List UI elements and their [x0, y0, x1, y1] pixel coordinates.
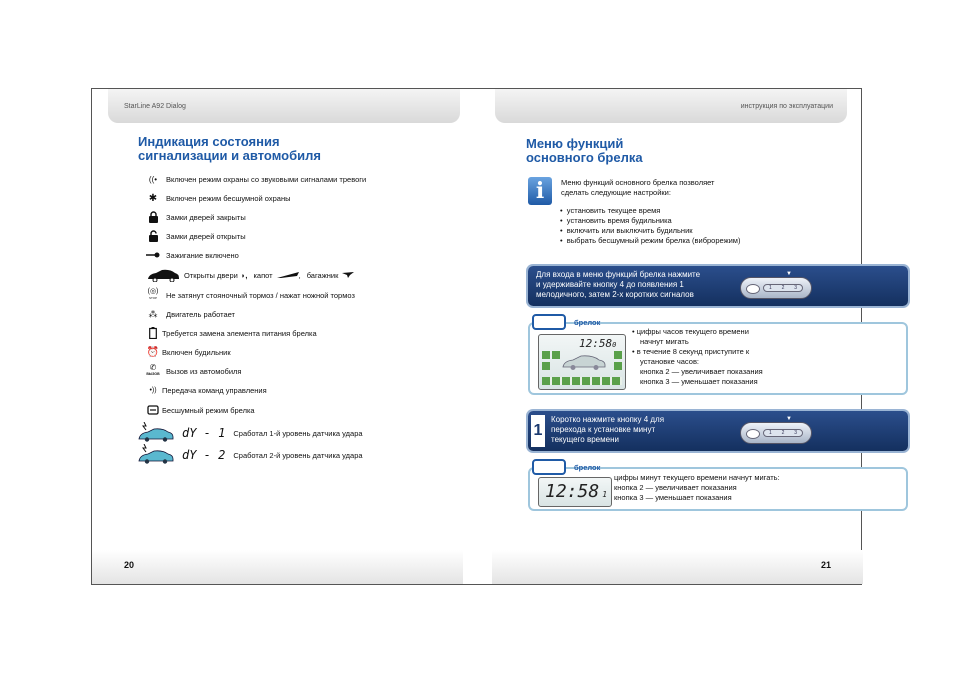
silent-fob-icon — [146, 403, 160, 417]
battery-icon — [146, 326, 160, 340]
lcd-icon-row — [542, 377, 622, 385]
list-item — [146, 306, 235, 322]
call-icon-caption: ВЫЗОВ — [146, 372, 160, 376]
fob-label-tag — [532, 459, 600, 475]
lcd-segment-icon — [542, 351, 550, 359]
fob-lens-icon — [746, 284, 760, 294]
right-page-title — [526, 137, 643, 165]
item-label: Открыты двери — [184, 270, 238, 280]
engine-running-icon: ⁂ — [148, 308, 158, 319]
sound-alarm-icon: ((• — [148, 174, 158, 184]
panel1-bullet2-line4: кнопка 3 — уменьшает показания — [640, 377, 758, 386]
lcd-screen — [538, 334, 626, 390]
fob-button-2: 2 — [781, 285, 785, 291]
lcd-time-seconds: 0 — [612, 341, 617, 349]
list-item: • включить или выключить будильник — [560, 226, 693, 235]
fob-outline-icon — [532, 459, 566, 475]
lcd-time-seconds: 1 — [602, 490, 608, 499]
panel1-bullet2-line3: кнопка 2 — увеличивает показания — [640, 367, 763, 376]
list-item: • цифры часов текущего времени — [632, 327, 749, 336]
item-label: Вызов из автомобиля — [166, 366, 242, 376]
fob-display-panel-minutes — [528, 462, 908, 511]
bullet-text: установить время будильника — [566, 216, 672, 225]
panel2-line3: кнопка 3 — уменьшает показания — [614, 493, 732, 502]
page-number-left: 20 — [124, 560, 135, 570]
parking-brake-icon: (◎) STOP — [147, 288, 159, 300]
fob-button-3: 3 — [794, 285, 798, 291]
step-number-badge — [531, 415, 545, 447]
list-item — [138, 445, 363, 465]
list-item: • выбрать бесшумный режим брелка (виброрежим) — [560, 236, 741, 245]
fob-button-2: 2 — [781, 430, 785, 436]
lcd-time-digits: 12:58 — [579, 337, 613, 350]
fob-lens-icon — [746, 429, 760, 439]
lcd-car-icon — [561, 353, 607, 371]
header-manual-title: инструкция по эксплуатации — [740, 103, 833, 110]
item-label: Включен режим бесшумной охраны — [166, 193, 291, 203]
left-title-line2: сигнализации и автомобиля — [138, 148, 321, 163]
list-item — [146, 363, 241, 379]
panel1-bullet2-line1: в течение 8 секунд приступите к — [636, 347, 750, 356]
door-open-icon: ◗, — [240, 270, 248, 280]
ignition-key-icon — [146, 248, 160, 262]
list-item — [146, 228, 246, 244]
fob-illustration — [740, 277, 812, 299]
info-line2: сделать следующие настройки: — [561, 188, 671, 197]
fob-label-tag — [532, 314, 600, 330]
list-item — [146, 344, 231, 360]
lock-closed-icon — [146, 210, 160, 224]
item-label: Замки дверей закрыты — [166, 212, 246, 222]
lcd-screen-minutes — [538, 477, 612, 507]
fob-button-1: 1 — [768, 285, 772, 291]
item-label: Двигатель работает — [166, 309, 235, 319]
lcd-status-icon — [614, 351, 622, 359]
item-label: Сработал 2-й уровень датчика удара — [233, 450, 363, 460]
panel2-text — [614, 473, 780, 503]
fob-button-1: 1 — [768, 430, 772, 436]
lcd-time — [545, 481, 607, 502]
list-item — [146, 325, 317, 341]
item-label: Требуется замена элемента питания брелка — [162, 328, 317, 338]
banner1-line3: мелодичного, затем 2-х коротких сигналов — [536, 290, 694, 299]
info-text — [561, 178, 714, 198]
banner2-line3: текущего времени — [551, 435, 619, 444]
footer-left — [92, 550, 463, 584]
instruction-banner-step-1 — [528, 411, 908, 451]
lcd-status-icon — [542, 362, 550, 370]
hood-open-icon: , — [277, 271, 301, 280]
panel1-bullet1-line1: цифры часов текущего времени — [636, 327, 749, 336]
right-title-line1: Меню функций — [526, 136, 624, 151]
footer-right — [492, 550, 863, 584]
instruction-banner-enter-menu — [528, 266, 908, 306]
bullet-text: выбрать бесшумный режим брелка (виброрежим) — [566, 236, 741, 245]
panel1-bullet1-line2: начнут мигать — [640, 337, 689, 346]
list-item — [146, 190, 290, 206]
item-label: Замки дверей открыты — [166, 231, 246, 241]
item-label: Передача команд управления — [162, 385, 267, 395]
list-item — [146, 209, 246, 225]
item-label: Бесшумный режим брелка — [162, 405, 255, 415]
fob-label: брелок — [574, 317, 601, 327]
banner2-line2: перехода к установке минут — [551, 425, 656, 434]
step-number: 1 — [533, 422, 543, 439]
item-label: Не затянут стояночный тормоз / нажат ножной тормоз — [166, 290, 355, 300]
list-item — [146, 267, 354, 283]
panel1-bullet2-line2: установке часов: — [640, 357, 700, 366]
list-item: • в течение 8 секунд приступите к — [632, 347, 750, 356]
banner1-line1: Для входа в меню функций брелка нажмите — [536, 270, 701, 279]
header-right — [495, 89, 847, 123]
header-brand: StarLine A92 Dialog — [124, 103, 186, 110]
info-line1: Меню функций основного брелка позволяет — [561, 178, 715, 187]
fob-display-panel-hours — [528, 317, 908, 395]
info-icon: i — [528, 177, 552, 205]
item-label: Зажигание включено — [166, 250, 239, 260]
shock-code-1: dY - 1 — [182, 426, 226, 440]
shock-car-icon — [138, 422, 174, 444]
left-title-line1: Индикация состояния — [138, 134, 280, 149]
header-left — [108, 89, 460, 123]
fob-buttons — [763, 284, 803, 292]
list-item — [146, 287, 355, 303]
list-item — [138, 423, 363, 443]
fob-illustration — [740, 422, 812, 444]
lock-open-icon — [146, 229, 160, 243]
fob-outline-icon — [532, 314, 566, 330]
list-item — [146, 402, 255, 418]
fob-button-3: 3 — [794, 430, 798, 436]
fob-buttons — [763, 429, 803, 437]
page-number-right: 21 — [820, 560, 831, 570]
item-label: Сработал 1-й уровень датчика удара — [233, 428, 363, 438]
car-doors-icon — [146, 268, 180, 282]
list-item — [146, 171, 366, 187]
list-item — [146, 247, 239, 263]
bullet-text: включить или выключить будильник — [566, 226, 693, 235]
item-hood-label: капот — [253, 270, 273, 280]
trunk-open-icon — [342, 271, 354, 280]
fob-label: брелок — [574, 462, 601, 472]
transmit-icon: •)) — [149, 386, 157, 394]
list-item — [146, 382, 267, 398]
banner2-text — [551, 415, 664, 445]
left-page-title — [138, 135, 321, 163]
press-arrow-icon: ▼ — [786, 416, 792, 422]
panel2-line2: кнопка 2 — увеличивает показания — [614, 483, 737, 492]
item-trunk-label: багажник — [306, 270, 339, 280]
silent-guard-icon: ✱ — [148, 192, 158, 204]
manual-spread — [91, 88, 862, 585]
banner1-line2: и удерживайте кнопку 4 до появления 1 — [536, 280, 684, 289]
panel2-line1: цифры минут текущего времени начнут мигать: — [614, 473, 780, 482]
item-label: Включен режим охраны со звуковыми сигналами тревоги — [166, 174, 367, 184]
banner2-line1: Коротко нажмите кнопку 4 для — [551, 415, 665, 424]
alarm-clock-icon: ⏰ — [146, 346, 160, 358]
banner1-text — [536, 270, 700, 300]
lcd-status-icon — [614, 362, 622, 370]
call-car-icon: ✆ ВЫЗОВ — [146, 363, 160, 376]
lcd-lock-icon — [552, 351, 560, 359]
list-item: • установить время будильника — [560, 216, 672, 225]
lcd-time — [579, 337, 616, 350]
panel1-text — [632, 327, 763, 387]
list-item: • установить текущее время — [560, 206, 661, 215]
shock-code-2: dY - 2 — [182, 448, 226, 462]
lcd-time-digits: 12:58 — [545, 481, 600, 502]
bullet-text: установить текущее время — [566, 206, 661, 215]
right-title-line2: основного брелка — [526, 150, 643, 165]
press-arrow-icon: ▼ — [786, 271, 792, 277]
item-label: Включен будильник — [162, 347, 231, 357]
shock-car-icon — [138, 444, 174, 466]
